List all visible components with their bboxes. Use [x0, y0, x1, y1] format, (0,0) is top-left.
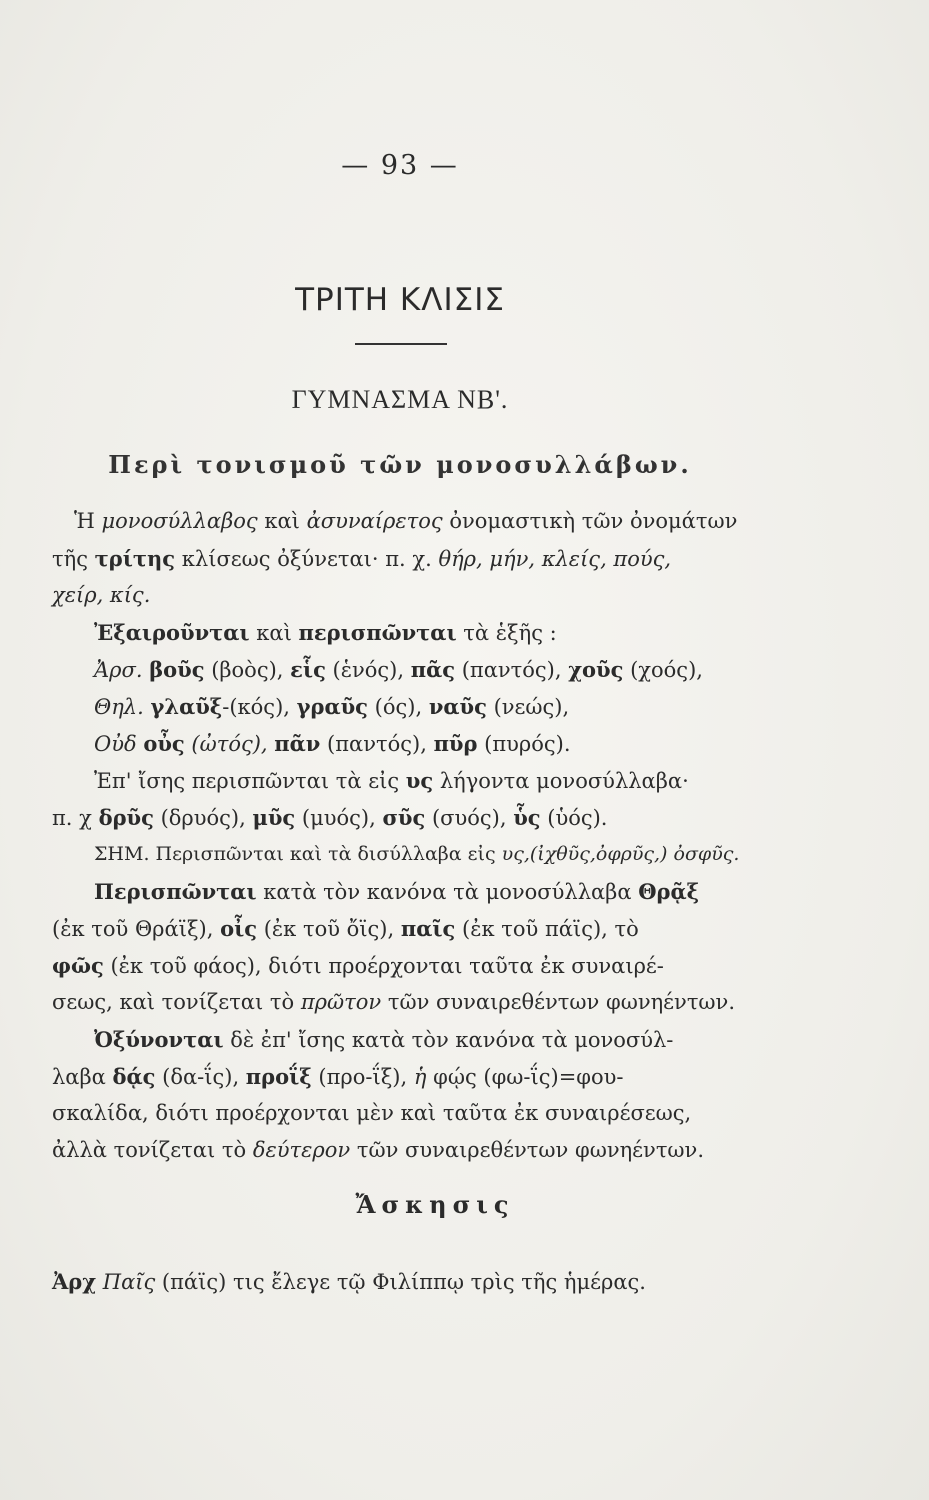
text-line: Ὀξύνονται δὲ ἐπ' ἴσης κατὰ τὸν κανόνα τὰ μονοσύλ-: [94, 1027, 674, 1052]
page-number: — 93 —: [341, 150, 459, 181]
text-line: σκαλίδα, διότι προέρχονται μὲν καὶ ταῦτα ἐκ συναιρέσεως,: [52, 1101, 692, 1125]
text-line: Περισπῶνται κατὰ τὸν κανόνα τὰ μονοσύλλαβα Θρᾷξ: [94, 879, 700, 904]
text-line: τῆς τρίτης κλίσεως ὀξύνεται· π. χ. θήρ, μήν, κλείς, πούς,: [52, 546, 672, 571]
text-line: σεως, καὶ τονίζεται τὸ πρῶτον τῶν συναιρεθέντων φωνηέντων.: [52, 990, 735, 1014]
text-line: Οὐδ οὖς (ὠτός), πᾶν (παντός), πῦρ (πυρός).: [94, 731, 571, 756]
text-line: (ἐκ τοῦ Θράϊξ), οἶς (ἐκ τοῦ ὄϊς), παῖς (ἐκ τοῦ πάϊς), τὸ: [52, 916, 639, 941]
text-line: λαβα δᾴς (δα-ΐς), προΐξ (προ-ΐξ), ἡ φῴς (φω-ΐς)=φου-: [52, 1064, 624, 1089]
exercise-sentence: [52, 1263, 812, 1300]
exercise-heading: ΓΥΜΝΑΣΜΑ ΝΒ'.: [291, 385, 509, 414]
exercises-heading: Ἄσκησις: [355, 1190, 515, 1219]
text-line: Θηλ. γλαῦξ-(κός), γραῦς (ός), ναῦς (νεώς),: [94, 694, 570, 719]
text-line: Ἡ μονοσύλλαβος καὶ ἀσυναίρετος ὀνομαστικὴ τῶν ὀνομάτων: [74, 509, 738, 533]
text-line: Ἀρχ Παῖς (πάϊς) τις ἔλεγε τῷ Φιλίππῳ τρὶς τῆς ἡμέρας.: [52, 1269, 646, 1294]
text-line: Ἐξαιροῦνται καὶ περισπῶνται τὰ ἑξῆς :: [94, 620, 557, 645]
page-title: ΤΡΙΤΗ ΚΛΙΣΙΣ: [295, 282, 505, 318]
section-subheading: Περὶ τονισμοῦ τῶν μονοσυλλάβων.: [108, 450, 692, 479]
text-line: ἀλλὰ τονίζεται τὸ δεύτερον τῶν συναιρεθέντων φωνηέντων.: [52, 1138, 704, 1162]
note-line: ΣΗΜ. Περισπῶνται καὶ τὰ δισύλλαβα εἰς υς,(ἰχθῦς,ὀφρῦς,) ὀσφῦς.: [94, 843, 740, 865]
text-line: π. χ δρῦς (δρυός), μῦς (μυός), σῦς (συός), ὗς (ὑός).: [52, 805, 608, 830]
main-text: [52, 503, 812, 1169]
text-line: Ἐπ' ἴσης περισπῶνται τὰ εἰς υς λήγοντα μονοσύλλαβα·: [94, 768, 689, 793]
text-line: φῶς (ἐκ τοῦ φάος), διότι προέρχονται ταῦτα ἐκ συναιρέ-: [52, 953, 664, 978]
title-divider: [355, 343, 447, 345]
text-line: Ἀρσ. βοῦς (βοὸς), εἷς (ἑνός), πᾶς (παντός), χοῦς (χοός),: [94, 657, 703, 682]
text-line: χείρ, κίς.: [52, 583, 151, 607]
